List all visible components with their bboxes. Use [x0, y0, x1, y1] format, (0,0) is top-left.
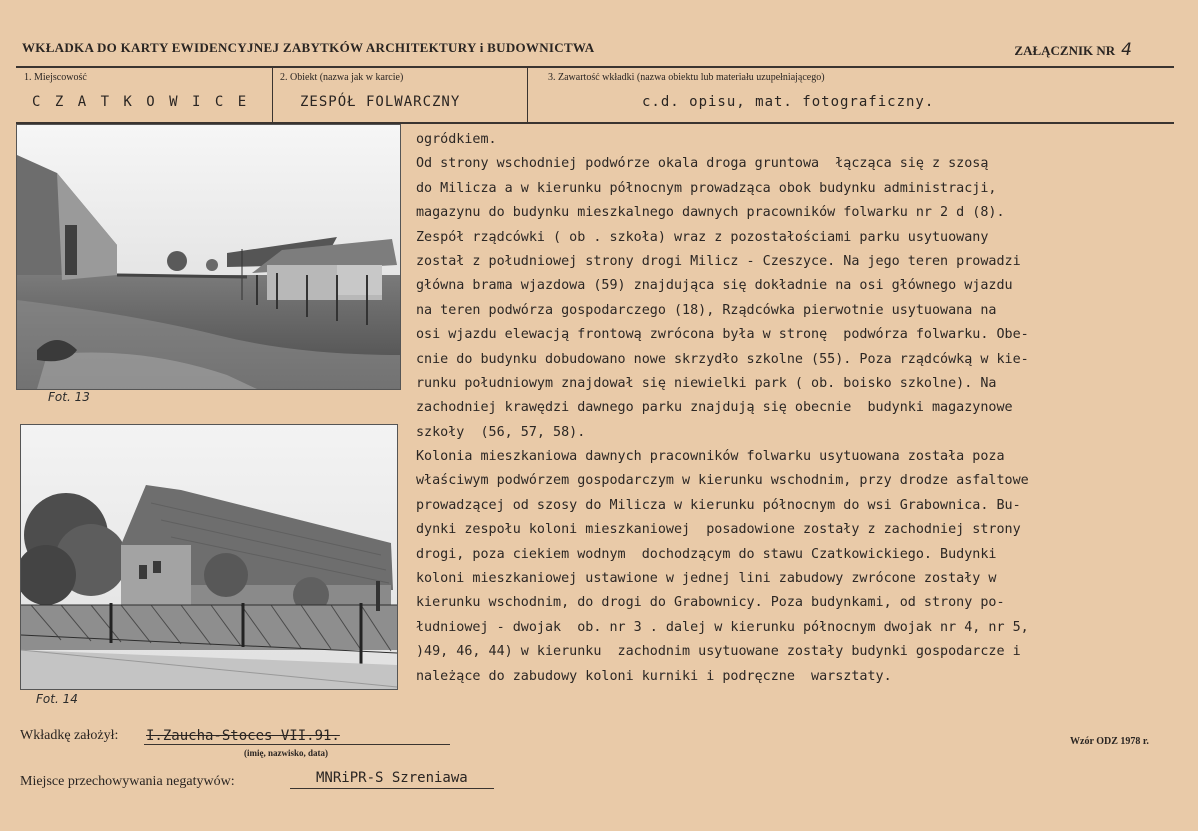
- locality-value: C Z A T K O W I C E: [32, 94, 250, 110]
- photo-caption-2: Fot. 14: [36, 692, 78, 706]
- photo-residential-building: [20, 424, 398, 690]
- founder-label: Wkładkę założył:: [20, 728, 119, 743]
- annex-label: ZAŁĄCZNIK NR: [1014, 43, 1116, 58]
- photo-farm-buildings: [16, 124, 401, 390]
- object-value: ZESPÓŁ FOLWARCZNY: [300, 94, 461, 110]
- text-line: do Milicza a w kierunku północnym prowadząca obok budynku administracji,: [416, 180, 997, 196]
- storage-label: Miejsce przechowywania negatywów:: [20, 774, 235, 789]
- text-line: łudniowej - dwojak ob. nr 3 . dalej w kierunku północnym dwojak nr 4, nr 5,: [416, 619, 1029, 635]
- annex-number: [1014, 40, 1132, 60]
- content-label: 3. Zawartość wkładki (nazwa obiektu lub materiału uzupełniającego): [548, 72, 825, 83]
- text-line: cnie do budynku dobudowano nowe skrzydło szkolne (55). Poza rządcówką w kie-: [416, 351, 1029, 367]
- content-value: c.d. opisu, mat. fotograficzny.: [642, 94, 935, 110]
- storage-underline: [290, 788, 494, 789]
- text-line: należące do zabudowy koloni kurniki i podręczne warsztaty.: [416, 668, 892, 684]
- text-line: kierunku wschodnim, do drogi do Grabownicy. Poza budynkami, od strony po-: [416, 595, 1005, 611]
- founder-hint: (imię, nazwisko, data): [244, 748, 328, 758]
- text-line: Od strony wschodniej podwórze okala droga gruntowa łącząca się z szosą: [416, 156, 989, 172]
- photo-caption-1: Fot. 13: [48, 390, 90, 404]
- description-text: [416, 128, 1176, 689]
- text-line: szkoły (56, 57, 58).: [416, 424, 586, 440]
- text-line: został z południowej strony drogi Milicz - Czeszyce. Na jego teren prowadzi: [416, 253, 1021, 269]
- photo-residential-building-image: [21, 425, 397, 689]
- text-line: dynki zespołu koloni mieszkaniowej posadowione zostały z zachodniej strony: [416, 522, 1021, 538]
- text-line: Kolonia mieszkaniowa dawnych pracowników folwarku usytuowana została poza: [416, 449, 1005, 465]
- object-label: 2. Obiekt (nazwa jak w karcie): [280, 72, 404, 83]
- founder-value: I.Zaucha-Stoces VII.91.: [146, 728, 340, 744]
- header-rule: [16, 66, 1174, 68]
- text-line: zachodniej krawędzi dawnego parku znajdują się obecnie budynki magazynowe: [416, 400, 1013, 416]
- text-line: ogródkiem.: [416, 132, 497, 147]
- storage-value: MNRiPR-S Szreniawa: [316, 770, 468, 786]
- text-line: główna brama wjazdowa (59) znajdująca się dokładnie na osi głównego wjazdu: [416, 278, 1013, 294]
- text-line: prowadzącej od szosy do Milicza w kierunku północnym do wsi Grabownica. Bu-: [416, 497, 1021, 513]
- text-line: osi wjazdu elewacją frontową zwrócona była w stronę podwórza folwarku. Obe-: [416, 327, 1029, 343]
- text-line: )49, 46, 44) w kierunku zachodnim usytuowane zostały budynki gospodarcze i: [416, 644, 1021, 660]
- text-line: właściwym podwórzem gospodarczym w kierunku wschodnim, przy drodze asfaltowe: [416, 473, 1029, 489]
- field-divider: [527, 68, 528, 122]
- annex-number-value: 4: [1121, 40, 1132, 60]
- form-title: WKŁADKA DO KARTY EWIDENCYJNEJ ZABYTKÓW ARCHITEKTURY i BUDOWNICTWA: [22, 40, 595, 55]
- text-line: drogi, poza ciekiem wodnym dochodzącym do stawu Czatkowickiego. Budynki: [416, 546, 997, 562]
- text-line: Zespół rządcówki ( ob . szkoła) wraz z pozostałościami parku usytuowany: [416, 229, 989, 245]
- locality-label: 1. Miejscowość: [24, 72, 87, 83]
- text-line: na teren podwórza gospodarczego (18), Rządcówka pierwotnie usytuowana na: [416, 302, 997, 318]
- text-line: runku południowym znajdował się niewielki park ( ob. boisko szkolne). Na: [416, 375, 997, 391]
- field-divider: [272, 68, 273, 122]
- founder-underline: [144, 744, 450, 745]
- pattern-label: Wzór ODZ 1978 r.: [1070, 736, 1149, 747]
- photo-farm-buildings-image: [17, 125, 400, 389]
- text-line: koloni mieszkaniowej ustawione w jednej lini zabudowy zwrócone zostały w: [416, 571, 997, 587]
- text-line: magazynu do budynku mieszkalnego dawnych pracowników folwarku nr 2 d (8).: [416, 205, 1005, 221]
